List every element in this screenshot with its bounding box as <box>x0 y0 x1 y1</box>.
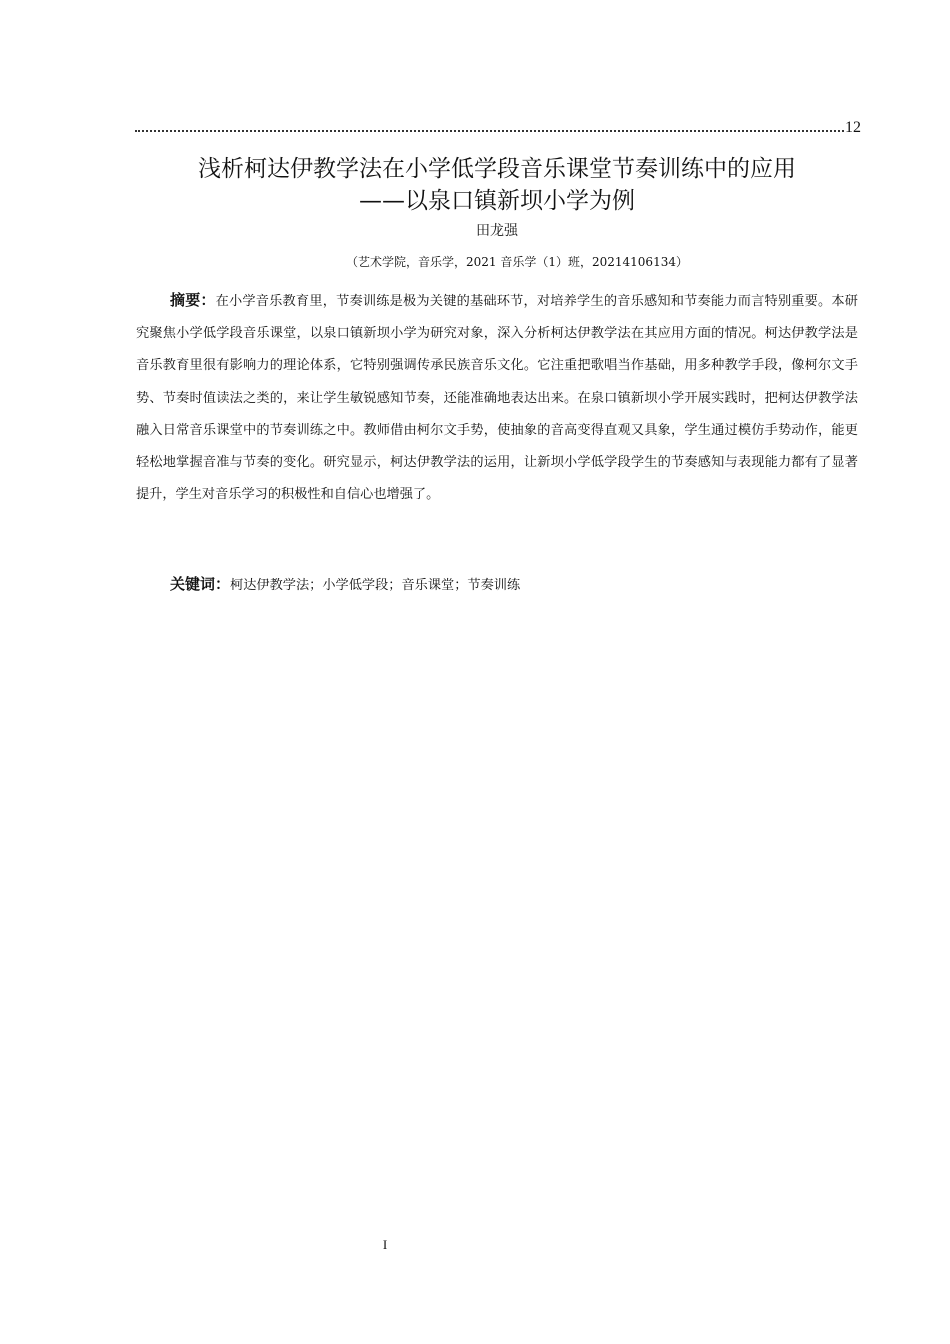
toc-entry <box>135 116 861 138</box>
paper-title: 浅析柯达伊教学法在小学低学段音乐课堂节奏训练中的应用 <box>198 156 796 182</box>
paper-subtitle: ——以泉口镇新坝小学为例 <box>359 188 635 214</box>
toc-dot-leader <box>135 118 844 132</box>
keywords-text: 柯达伊教学法；小学低学段；音乐课堂；节奏训练 <box>230 578 521 593</box>
keywords-line <box>170 570 860 600</box>
author-affiliation: （艺术学院，音乐学，2021 音乐学（1）班，20214106134） <box>346 255 688 269</box>
keywords-label: 关键词： <box>170 575 231 593</box>
abstract-label: 摘要： <box>170 291 216 309</box>
author-name: 田龙强 <box>476 223 518 239</box>
abstract-paragraph <box>136 284 858 511</box>
toc-page-number: 12 <box>845 119 861 136</box>
abstract-text: 在小学音乐教育里，节奏训练是极为关键的基础环节，对培养学生的音乐感知和节奏能力而言特别重要。本研究聚焦小学低学段音乐课堂，以泉口镇新坝小学为研究对象，深入分析柯达伊教学法在其应用方面的情况。柯达伊教学法是音乐教育里很有影响力的理论体系，它特别强调传承民族音乐文化。它注重把歌唱当作基础，用多种教学手段，像柯尔文手势、节奏时值读法之类的，来让学生敏锐感知节奏，还能准确地表达出来。在泉口镇新坝小学开展实践时，把柯达伊教学法融入日常音乐课堂中的节奏训练之中。教师借由柯尔文手势，使抽象的音高变得直观又具象，学生通过模仿手势动作，能更轻松地掌握音准与节奏的变化。研究显示，柯达伊教学法的运用，让新坝小学低学段学生的节奏感知与表现能力都有了显著提升，学生对音乐学习的积极性和自信心也增强了。 <box>136 294 858 503</box>
footer-page-number: I <box>382 1237 388 1252</box>
